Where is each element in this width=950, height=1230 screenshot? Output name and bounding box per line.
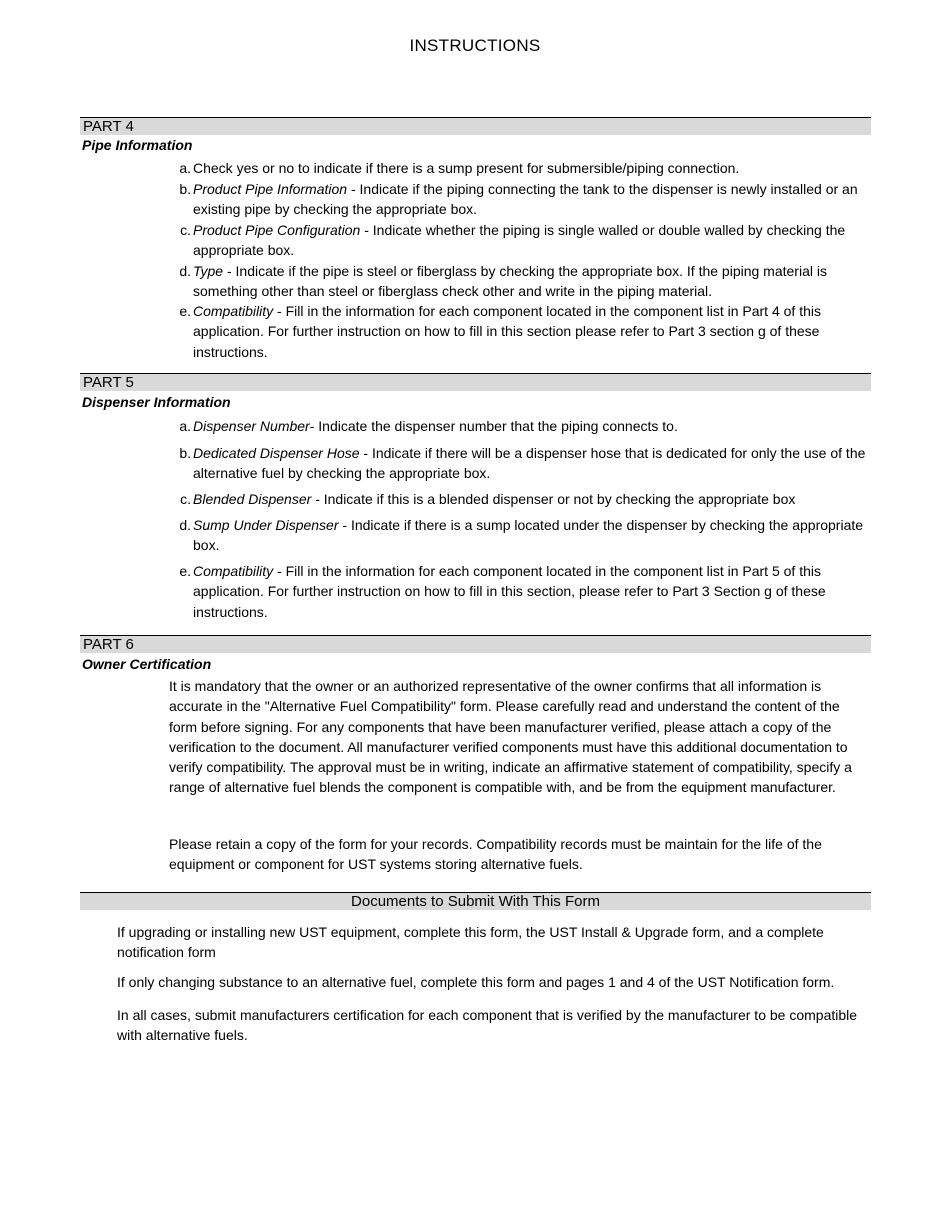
list-marker: c. [180,491,191,507]
item-label: Compatibility [193,303,278,319]
list-marker: c. [180,222,191,238]
part4-item-a [179,158,871,178]
documents-heading: Documents to Submit With This Form [80,892,871,910]
part5-item-e [179,561,871,622]
item-text: - Fill in the information for each component located in the component list in Part 5 of this application. For further instruction on how to fill in this section, please refer to Part 3 Section g of these instructions. [193,563,826,620]
list-marker: a. [179,160,191,176]
part4-item-b [179,179,871,220]
item-label: Dispenser Number [193,418,310,434]
part5-item-d [179,515,871,556]
part4-item-c [180,220,871,261]
item-label: Blended Dispenser [193,491,316,507]
item-label: Dedicated Dispenser Hose [193,445,364,461]
documents-paragraph-upgrade: If upgrading or installing new UST equipment, complete this form, the UST Install & Upgrade form, and a complete notification form [117,924,824,961]
part5-item-c [180,489,871,509]
list-marker: e. [179,563,191,579]
list-marker: e. [179,303,191,319]
item-text: - Indicate the dispenser number that the piping connects to. [309,418,678,434]
list-marker: d. [179,517,191,533]
item-text: - Indicate whether the piping is single walled or double walled by checking the appropriate box. [193,222,846,259]
list-marker: b. [179,445,191,461]
part4-heading: PART 4 [80,117,871,135]
page-title: INSTRUCTIONS [409,36,541,55]
item-text: - Indicate if this is a blended dispenser or not by checking the appropriate box [315,491,796,507]
item-label: Compatibility [193,563,278,579]
item-label: Sump Under Dispenser [193,517,343,533]
documents-paragraph-all-cases: In all cases, submit manufacturers certification for each component that is verified by the manufacturer to be compatible with alternative fuels. [117,1007,858,1044]
part5-subheading: Dispenser Information [82,394,231,410]
documents-paragraph-substance: If only changing substance to an alternative fuel, complete this form and pages 1 and 4 of the UST Notification form. [117,974,835,990]
item-text: Check yes or no to indicate if there is a sump present for submersible/piping connection. [193,160,740,176]
part4-item-d [179,261,871,302]
part5-item-a [179,416,871,436]
item-text: - Indicate if there is a sump located under the dispenser by checking the appropriate box. [193,517,864,554]
list-marker: a. [179,418,191,434]
records-paragraph: Please retain a copy of the form for your records. Compatibility records must be maintain for the life of the equipment or component for UST systems storing alternative fuels. [169,836,822,873]
part4-item-e [179,301,871,362]
item-text: - Indicate if the pipe is steel or fiberglass by checking the appropriate box. If the piping material is something other than steel or fiberglass check other and write in the piping material. [193,263,827,300]
part5-item-b [179,443,871,484]
list-marker: d. [179,263,191,279]
part4-subheading: Pipe Information [82,137,193,153]
item-label: Product Pipe Configuration [193,222,365,238]
item-text: - Fill in the information for each component located in the component list in Part 4 of this application. For further instruction on how to fill in this section please refer to Part 3 section g of these instructions. [193,303,821,360]
item-text: - Indicate if the piping connecting the tank to the dispenser is newly installed or an existing pipe by checking the appropriate box. [193,181,858,218]
item-text: - Indicate if there will be a dispenser hose that is dedicated for only the use of the alternative fuel by checking the appropriate box. [193,445,866,482]
item-label: Type [193,263,227,279]
part6-heading: PART 6 [80,635,871,653]
item-label: Product Pipe Information [193,181,351,197]
part5-heading: PART 5 [80,373,871,391]
part6-subheading: Owner Certification [82,656,212,672]
list-marker: b. [179,181,191,197]
certification-paragraph: It is mandatory that the owner or an authorized representative of the owner confirms that all information is accurate in the "Alternative Fuel Compatibility" form. Please carefully read and understand the content of the form before signing. For any components that have been manufacturer verified, please attach a copy of the verification to the document. All manufacturer verified components must have this additional documentation to verify compatibility. The approval must be in writing, indicate an affirmative statement of compatibility, specify a range of alternative fuel blends the component is compatible with, and be from the equipment manufacturer. [169,678,852,796]
